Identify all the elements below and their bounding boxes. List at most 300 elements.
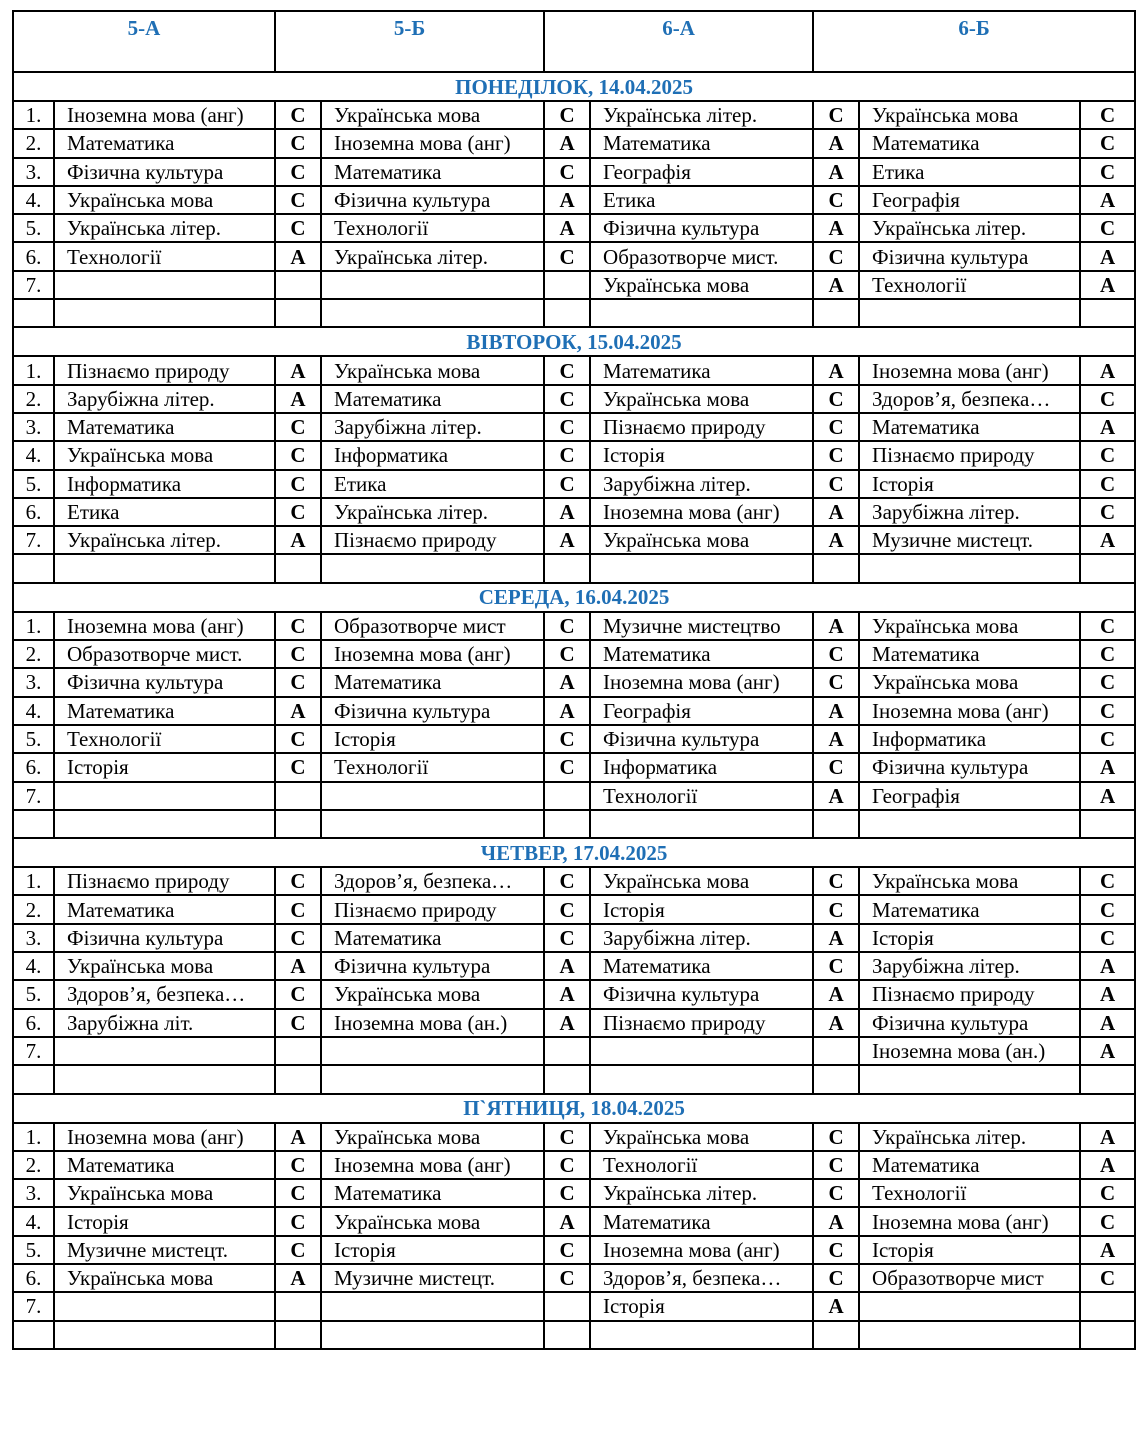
lesson-number: 7. — [13, 1037, 54, 1065]
room-cell: С — [1080, 214, 1135, 242]
room-cell: С — [275, 158, 321, 186]
subject-cell: Іноземна мова (анг) — [590, 1236, 813, 1264]
room-cell — [275, 1037, 321, 1065]
room-cell — [813, 299, 859, 327]
room-cell — [275, 271, 321, 299]
lesson-number: 2. — [13, 385, 54, 413]
subject-cell: Іноземна мова (анг) — [590, 668, 813, 696]
subject-cell: Зарубіжна літ. — [54, 1009, 275, 1037]
subject-cell — [321, 810, 544, 838]
room-cell: С — [275, 441, 321, 469]
lesson-row — [13, 1009, 1135, 1037]
room-cell: А — [1080, 782, 1135, 810]
lesson-row — [13, 526, 1135, 554]
subject-cell — [859, 810, 1080, 838]
lesson-number: 3. — [13, 413, 54, 441]
lesson-number — [13, 1065, 54, 1093]
subject-cell — [321, 782, 544, 810]
subject-cell: Етика — [321, 470, 544, 498]
lesson-row — [13, 753, 1135, 781]
room-cell: С — [813, 1179, 859, 1207]
subject-cell: Українська мова — [859, 612, 1080, 640]
lesson-row — [13, 668, 1135, 696]
lesson-number: 1. — [13, 1123, 54, 1151]
room-cell — [275, 1321, 321, 1349]
subject-cell: Фізична культура — [54, 668, 275, 696]
lesson-row — [13, 725, 1135, 753]
room-cell — [275, 782, 321, 810]
lesson-number: 7. — [13, 1292, 54, 1320]
lesson-row — [13, 413, 1135, 441]
subject-cell: Фізична культура — [859, 242, 1080, 270]
room-cell: А — [813, 129, 859, 157]
room-cell: А — [1080, 186, 1135, 214]
lesson-number: 3. — [13, 668, 54, 696]
room-cell: А — [275, 526, 321, 554]
day-header-row — [13, 1094, 1135, 1123]
room-cell: С — [544, 753, 590, 781]
subject-cell: Технології — [859, 1179, 1080, 1207]
room-cell: С — [544, 725, 590, 753]
subject-cell: Історія — [321, 1236, 544, 1264]
room-cell: С — [544, 924, 590, 952]
subject-cell — [54, 1292, 275, 1320]
lesson-row — [13, 470, 1135, 498]
lesson-number: 5. — [13, 725, 54, 753]
subject-cell: Образотворче мист. — [590, 242, 813, 270]
room-cell: С — [1080, 1264, 1135, 1292]
schedule-body — [13, 11, 1135, 1349]
room-cell: А — [275, 697, 321, 725]
class-header-5b: 5-Б — [275, 11, 544, 72]
lesson-row — [13, 1151, 1135, 1179]
subject-cell: Технології — [590, 1151, 813, 1179]
lesson-number: 6. — [13, 1009, 54, 1037]
subject-cell: Українська мова — [54, 1264, 275, 1292]
room-cell: А — [275, 242, 321, 270]
subject-cell: Інформатика — [590, 753, 813, 781]
subject-cell: Історія — [321, 725, 544, 753]
room-cell: С — [275, 186, 321, 214]
room-cell: С — [275, 498, 321, 526]
subject-cell: Етика — [859, 158, 1080, 186]
subject-cell: Українська літер. — [859, 1123, 1080, 1151]
subject-cell: Іноземна мова (анг) — [54, 612, 275, 640]
room-cell: А — [813, 697, 859, 725]
subject-cell: Іноземна мова (ан.) — [321, 1009, 544, 1037]
subject-cell — [859, 554, 1080, 582]
room-cell: С — [1080, 441, 1135, 469]
schedule-table — [12, 10, 1136, 1350]
subject-cell: Українська мова — [590, 526, 813, 554]
day-title: ЧЕТВЕР, 17.04.2025 — [13, 838, 1135, 867]
room-cell: С — [813, 867, 859, 895]
room-cell: С — [275, 129, 321, 157]
subject-cell: Технології — [859, 271, 1080, 299]
lesson-row — [13, 186, 1135, 214]
lesson-number: 7. — [13, 526, 54, 554]
room-cell: С — [1080, 1179, 1135, 1207]
subject-cell: Математика — [321, 668, 544, 696]
subject-cell: Історія — [859, 470, 1080, 498]
room-cell: С — [544, 867, 590, 895]
subject-cell: Математика — [859, 640, 1080, 668]
subject-cell: Українська літер. — [590, 1179, 813, 1207]
room-cell — [544, 271, 590, 299]
room-cell: А — [813, 980, 859, 1008]
subject-cell: Зарубіжна літер. — [321, 413, 544, 441]
subject-cell: Музичне мистецт. — [859, 526, 1080, 554]
subject-cell: Історія — [54, 1207, 275, 1235]
day-header-row — [13, 327, 1135, 356]
room-cell: А — [275, 952, 321, 980]
room-cell: С — [544, 413, 590, 441]
room-cell — [813, 1037, 859, 1065]
lesson-number — [13, 1321, 54, 1349]
room-cell: С — [1080, 697, 1135, 725]
room-cell: А — [544, 186, 590, 214]
subject-cell: Українська мова — [590, 271, 813, 299]
class-header-row — [13, 11, 1135, 72]
lesson-number: 4. — [13, 186, 54, 214]
subject-cell: Іноземна мова (анг) — [321, 129, 544, 157]
lesson-row — [13, 271, 1135, 299]
room-cell: С — [1080, 1207, 1135, 1235]
subject-cell: Зарубіжна літер. — [859, 952, 1080, 980]
subject-cell — [859, 299, 1080, 327]
subject-cell: Фізична культура — [321, 952, 544, 980]
room-cell: С — [275, 753, 321, 781]
lesson-row — [13, 1236, 1135, 1264]
subject-cell: Математика — [590, 640, 813, 668]
lesson-number: 6. — [13, 498, 54, 526]
subject-cell: Українська мова — [590, 867, 813, 895]
room-cell: С — [544, 1236, 590, 1264]
subject-cell — [321, 1321, 544, 1349]
room-cell — [813, 1065, 859, 1093]
room-cell: С — [813, 1236, 859, 1264]
lesson-number: 4. — [13, 952, 54, 980]
subject-cell: Іноземна мова (анг) — [859, 356, 1080, 384]
lesson-number: 6. — [13, 1264, 54, 1292]
room-cell: С — [813, 441, 859, 469]
room-cell — [544, 810, 590, 838]
lesson-row — [13, 242, 1135, 270]
room-cell — [544, 1292, 590, 1320]
room-cell: А — [544, 498, 590, 526]
subject-cell: Фізична культура — [859, 1009, 1080, 1037]
room-cell: А — [544, 952, 590, 980]
lesson-number: 4. — [13, 1207, 54, 1235]
subject-cell: Технології — [590, 782, 813, 810]
room-cell: С — [1080, 895, 1135, 923]
room-cell: А — [544, 1207, 590, 1235]
room-cell: С — [275, 1009, 321, 1037]
day-header-row — [13, 583, 1135, 612]
subject-cell: Історія — [590, 895, 813, 923]
room-cell: А — [544, 697, 590, 725]
subject-cell: Зарубіжна літер. — [590, 924, 813, 952]
room-cell: С — [813, 413, 859, 441]
subject-cell: Фізична культура — [590, 725, 813, 753]
room-cell: С — [1080, 867, 1135, 895]
room-cell: А — [1080, 1236, 1135, 1264]
room-cell: А — [1080, 271, 1135, 299]
room-cell: А — [544, 214, 590, 242]
subject-cell: Музичне мистецт. — [54, 1236, 275, 1264]
lesson-row — [13, 1123, 1135, 1151]
subject-cell: Історія — [859, 1236, 1080, 1264]
subject-cell: Українська мова — [54, 952, 275, 980]
lesson-number — [13, 554, 54, 582]
subject-cell: Інформатика — [321, 441, 544, 469]
day-title: СЕРЕДА, 16.04.2025 — [13, 583, 1135, 612]
room-cell: А — [813, 158, 859, 186]
subject-cell: Технології — [321, 753, 544, 781]
lesson-row — [13, 697, 1135, 725]
room-cell — [275, 554, 321, 582]
lesson-number: 7. — [13, 782, 54, 810]
lesson-number: 3. — [13, 158, 54, 186]
subject-cell: Історія — [590, 1292, 813, 1320]
room-cell: С — [813, 242, 859, 270]
room-cell: А — [1080, 356, 1135, 384]
room-cell: А — [813, 1207, 859, 1235]
subject-cell: Пізнаємо природу — [590, 413, 813, 441]
room-cell — [813, 810, 859, 838]
subject-cell — [54, 782, 275, 810]
room-cell: С — [813, 101, 859, 129]
subject-cell: Математика — [321, 158, 544, 186]
lesson-number: 1. — [13, 612, 54, 640]
room-cell: А — [1080, 753, 1135, 781]
lesson-number — [13, 299, 54, 327]
subject-cell — [54, 299, 275, 327]
subject-cell — [590, 810, 813, 838]
room-cell: С — [1080, 158, 1135, 186]
room-cell: А — [813, 214, 859, 242]
lesson-number: 6. — [13, 753, 54, 781]
lesson-number: 7. — [13, 271, 54, 299]
subject-cell — [859, 1065, 1080, 1093]
room-cell: А — [544, 980, 590, 1008]
subject-cell: Математика — [859, 129, 1080, 157]
day-title: ПОНЕДІЛОК, 14.04.2025 — [13, 72, 1135, 101]
room-cell: С — [1080, 612, 1135, 640]
room-cell: С — [544, 441, 590, 469]
subject-cell — [859, 1321, 1080, 1349]
subject-cell: Історія — [859, 924, 1080, 952]
subject-cell — [590, 299, 813, 327]
class-header-5a: 5-А — [13, 11, 275, 72]
subject-cell: Математика — [590, 952, 813, 980]
lesson-row — [13, 554, 1135, 582]
room-cell — [1080, 299, 1135, 327]
subject-cell: Іноземна мова (анг) — [321, 640, 544, 668]
subject-cell — [54, 271, 275, 299]
room-cell: С — [544, 612, 590, 640]
subject-cell: Українська мова — [54, 186, 275, 214]
subject-cell: Інформатика — [54, 470, 275, 498]
subject-cell: Українська літер. — [859, 214, 1080, 242]
subject-cell: Пізнаємо природу — [54, 867, 275, 895]
room-cell: А — [813, 725, 859, 753]
subject-cell: Іноземна мова (анг) — [859, 1207, 1080, 1235]
room-cell: С — [275, 725, 321, 753]
day-header-row — [13, 838, 1135, 867]
lesson-row — [13, 1321, 1135, 1349]
room-cell: С — [544, 1151, 590, 1179]
room-cell — [544, 1321, 590, 1349]
subject-cell: Українська літер. — [590, 101, 813, 129]
subject-cell — [590, 1065, 813, 1093]
room-cell: А — [1080, 980, 1135, 1008]
subject-cell: Технології — [54, 725, 275, 753]
room-cell: А — [275, 1123, 321, 1151]
room-cell — [275, 1292, 321, 1320]
lesson-number: 2. — [13, 129, 54, 157]
subject-cell: Образотворче мист — [321, 612, 544, 640]
subject-cell: Пізнаємо природу — [321, 526, 544, 554]
subject-cell: Здоров’я, безпека… — [859, 385, 1080, 413]
subject-cell: Музичне мистецт. — [321, 1264, 544, 1292]
room-cell: А — [1080, 242, 1135, 270]
lesson-number: 4. — [13, 697, 54, 725]
subject-cell: Фізична культура — [859, 753, 1080, 781]
lesson-row — [13, 1264, 1135, 1292]
room-cell: С — [813, 1264, 859, 1292]
subject-cell: Образотворче мист — [859, 1264, 1080, 1292]
day-header-row — [13, 72, 1135, 101]
subject-cell: Музичне мистецтво — [590, 612, 813, 640]
room-cell — [544, 299, 590, 327]
lesson-number: 2. — [13, 1151, 54, 1179]
room-cell: А — [813, 526, 859, 554]
room-cell: А — [544, 668, 590, 696]
room-cell: С — [813, 385, 859, 413]
subject-cell: Пізнаємо природу — [859, 441, 1080, 469]
room-cell: С — [1080, 129, 1135, 157]
subject-cell — [590, 554, 813, 582]
lesson-row — [13, 1065, 1135, 1093]
subject-cell: Математика — [54, 129, 275, 157]
lesson-row — [13, 498, 1135, 526]
room-cell: А — [1080, 1123, 1135, 1151]
lesson-number: 2. — [13, 895, 54, 923]
subject-cell: Математика — [54, 413, 275, 441]
subject-cell: Здоров’я, безпека… — [54, 980, 275, 1008]
subject-cell — [321, 271, 544, 299]
subject-cell: Українська мова — [590, 1123, 813, 1151]
lesson-row — [13, 1207, 1135, 1235]
subject-cell: Українська мова — [321, 1123, 544, 1151]
room-cell: С — [275, 413, 321, 441]
room-cell: А — [813, 356, 859, 384]
subject-cell — [54, 1065, 275, 1093]
room-cell: А — [544, 526, 590, 554]
room-cell — [1080, 1065, 1135, 1093]
subject-cell: Пізнаємо природу — [321, 895, 544, 923]
subject-cell: Географія — [859, 782, 1080, 810]
room-cell: А — [275, 385, 321, 413]
subject-cell: Українська літер. — [54, 526, 275, 554]
room-cell: С — [544, 895, 590, 923]
room-cell: С — [813, 895, 859, 923]
subject-cell: Фізична культура — [54, 158, 275, 186]
lesson-row — [13, 980, 1135, 1008]
subject-cell — [54, 810, 275, 838]
subject-cell: Технології — [321, 214, 544, 242]
subject-cell — [590, 1321, 813, 1349]
lesson-number: 5. — [13, 214, 54, 242]
room-cell: А — [1080, 413, 1135, 441]
room-cell: А — [1080, 1009, 1135, 1037]
lesson-row — [13, 356, 1135, 384]
lesson-row — [13, 385, 1135, 413]
subject-cell: Українська мова — [321, 356, 544, 384]
class-header-6a: 6-А — [544, 11, 813, 72]
room-cell — [813, 554, 859, 582]
lesson-number: 5. — [13, 470, 54, 498]
subject-cell: Географія — [590, 158, 813, 186]
day-title: ВІВТОРОК, 15.04.2025 — [13, 327, 1135, 356]
room-cell — [275, 1065, 321, 1093]
room-cell: С — [1080, 640, 1135, 668]
subject-cell: Зарубіжна літер. — [54, 385, 275, 413]
room-cell: С — [544, 1264, 590, 1292]
lesson-row — [13, 952, 1135, 980]
subject-cell: Географія — [590, 697, 813, 725]
subject-cell: Іноземна мова (анг) — [54, 101, 275, 129]
lesson-row — [13, 101, 1135, 129]
lesson-number: 4. — [13, 441, 54, 469]
lesson-number: 5. — [13, 1236, 54, 1264]
lesson-row — [13, 810, 1135, 838]
subject-cell: Українська мова — [54, 1179, 275, 1207]
room-cell: А — [813, 271, 859, 299]
subject-cell: Іноземна мова (анг) — [54, 1123, 275, 1151]
lesson-row — [13, 214, 1135, 242]
room-cell: С — [813, 952, 859, 980]
room-cell: С — [544, 470, 590, 498]
subject-cell: Пізнаємо природу — [54, 356, 275, 384]
subject-cell: Українська мова — [321, 101, 544, 129]
subject-cell: Іноземна мова (анг) — [590, 498, 813, 526]
room-cell: С — [813, 186, 859, 214]
subject-cell: Історія — [590, 441, 813, 469]
subject-cell: Пізнаємо природу — [859, 980, 1080, 1008]
lesson-row — [13, 612, 1135, 640]
lesson-row — [13, 1292, 1135, 1320]
room-cell: С — [1080, 385, 1135, 413]
lesson-row — [13, 1037, 1135, 1065]
subject-cell: Українська літер. — [321, 498, 544, 526]
subject-cell: Здоров’я, безпека… — [321, 867, 544, 895]
class-header-6b: 6-Б — [813, 11, 1135, 72]
lesson-number — [13, 810, 54, 838]
subject-cell: Етика — [54, 498, 275, 526]
room-cell — [544, 1065, 590, 1093]
subject-cell: Фізична культура — [321, 697, 544, 725]
room-cell: С — [544, 385, 590, 413]
subject-cell: Здоров’я, безпека… — [590, 1264, 813, 1292]
room-cell: С — [275, 101, 321, 129]
lesson-number: 1. — [13, 101, 54, 129]
room-cell: С — [813, 753, 859, 781]
subject-cell — [54, 1037, 275, 1065]
room-cell: С — [275, 867, 321, 895]
subject-cell: Українська мова — [859, 867, 1080, 895]
